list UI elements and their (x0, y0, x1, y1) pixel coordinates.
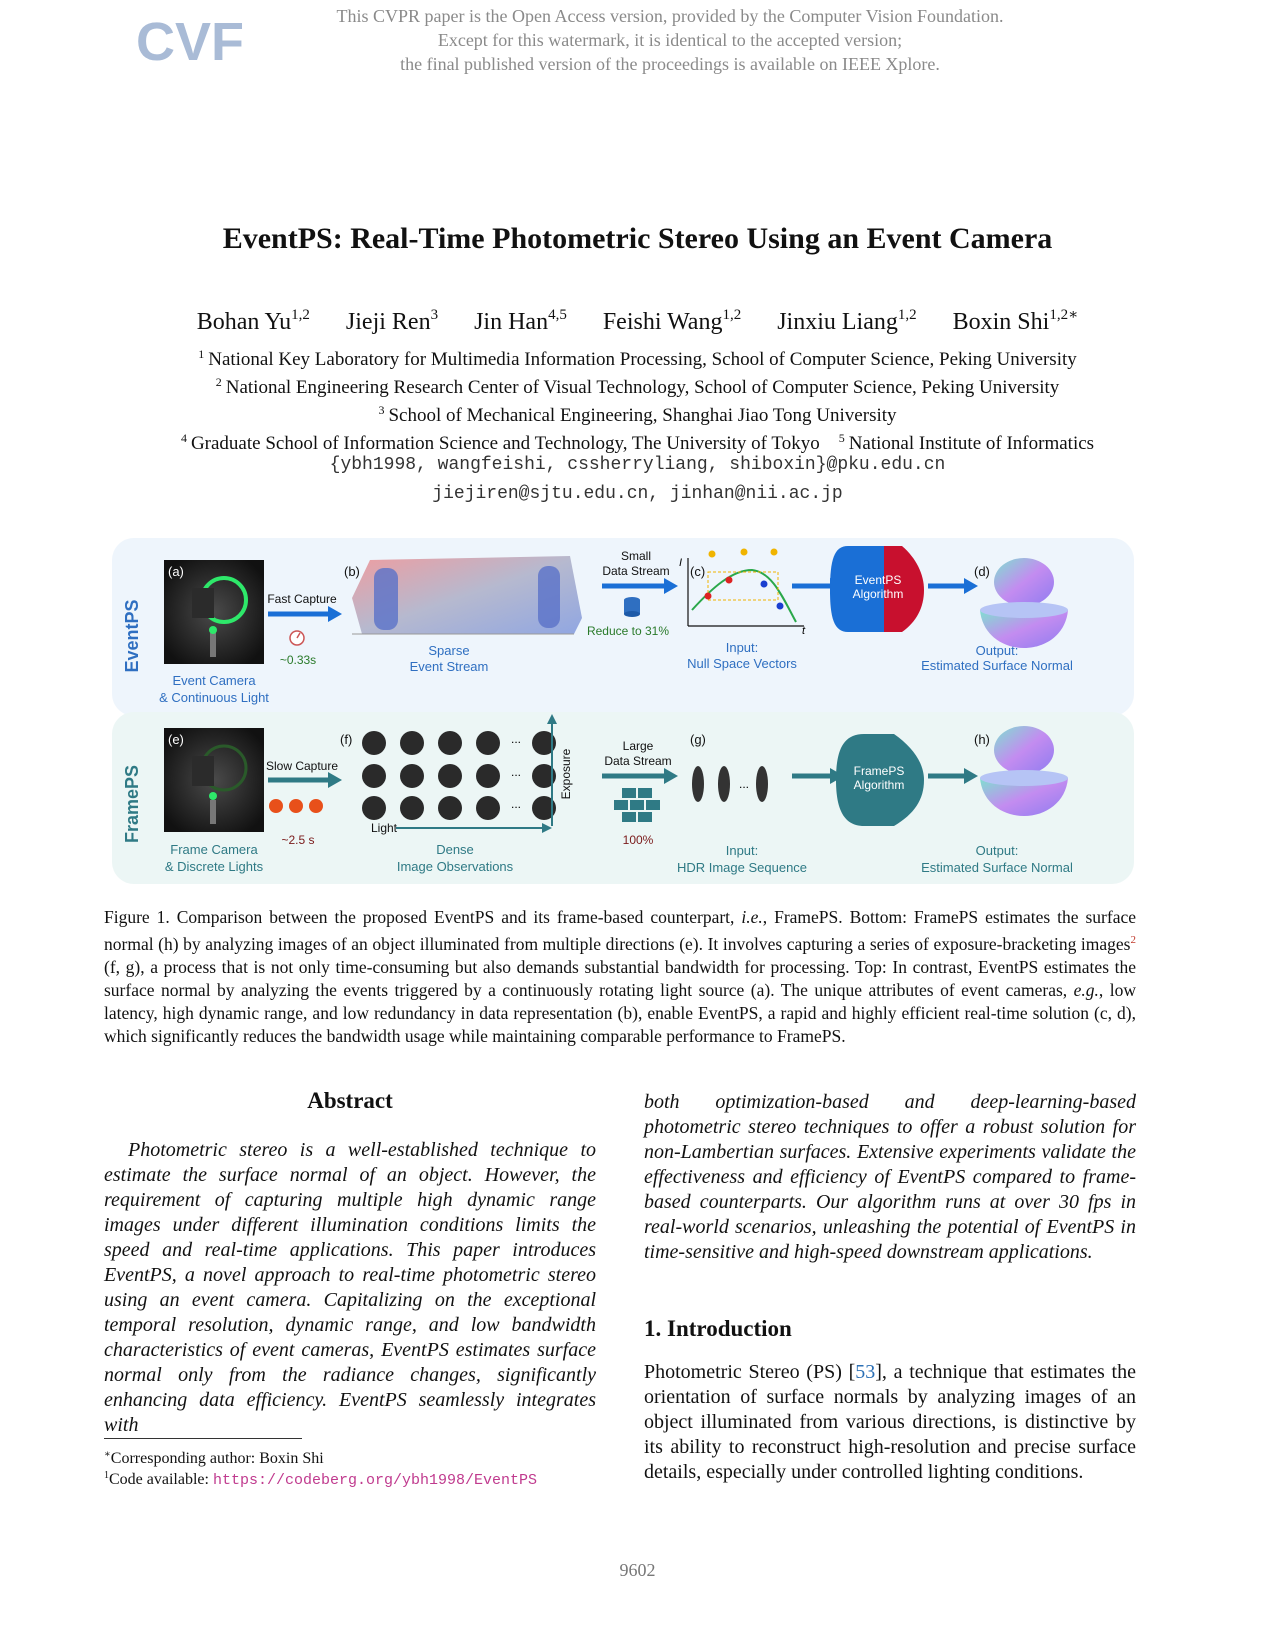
watermark-text (330, 4, 1010, 76)
author: Jin Han$^{4,5}$ (474, 307, 567, 335)
slow-capture-label: Slow Capture (265, 759, 339, 773)
caption-b-2: Event Stream (409, 659, 489, 674)
watermark-line: Except for this watermark, it is identical to the accepted version; (437, 30, 903, 50)
tag-b: (b) (344, 564, 360, 579)
frameps-algo-1: FramePS (853, 764, 905, 778)
tag-f: (f) (340, 732, 353, 747)
caption-h-2: Estimated Surface Normal (921, 860, 1073, 875)
tag-a: (a) (168, 564, 184, 579)
ellipsis: ... (510, 797, 522, 811)
abstract-left: Photometric stereo is a well-established technique to estimate the surface normal of an object. However, the requirement of capturing multiple high dynamic range images under different illumination conditions limits the speed and real-time applications. This paper introduces EventPS, a novel approach to real-time photometric stereo using an event camera. Capitalizing on the exceptional temporal resolution, dynamic range, and low bandwidth characteristics of event cameras, EventPS estimates surface normal only from the radiance changes, significantly enhancing data efficiency. EventPS seamlessly integrates with (104, 1139, 596, 1436)
frameps-row-label: FramePS (122, 764, 142, 844)
small-stream-2: Data Stream (602, 564, 670, 578)
caption-c-2: Null Space Vectors (687, 656, 797, 671)
figure-1 (112, 538, 1134, 884)
tag-d: (d) (974, 564, 990, 579)
code-url-link[interactable]: https://codeberg.org/ybh1998/EventPS (212, 1472, 538, 1489)
reduce-label: Reduce to 31% (586, 624, 670, 638)
caption-e-1: Frame Camera (170, 842, 258, 857)
tag-h: (h) (974, 732, 990, 747)
cvf-logo (136, 10, 244, 72)
watermark-line: the final published version of the proceedings is available on IEEE Xplore. (400, 54, 940, 74)
light-label: Light (370, 821, 398, 835)
frameps-algo-2: Algorithm (853, 778, 905, 792)
paper-title: EventPS: Real-Time Photometric Stereo Using an Event Camera (222, 222, 1053, 255)
intro-paragraph: Photometric Stereo (PS) [53], a technique that estimates the orientation of surface normals by analyzing images of an object illuminated from various directions, is distinctive by its ability to reconstruct high-resolution and precise surface details, especially under controlled lighting conditions. (644, 1361, 1136, 1483)
caption-a-2: & Continuous Light (159, 690, 269, 705)
large-stream-2: Data Stream (604, 754, 672, 768)
caption-b-1: Sparse (428, 643, 470, 658)
fast-capture-label: Fast Capture (267, 592, 337, 606)
full-label: 100% (622, 833, 654, 847)
caption-h-1: Output: (975, 843, 1019, 858)
axis-i: I (679, 557, 683, 569)
page-number: 9602 (619, 1560, 656, 1580)
affiliation: $^2$ National Engineering Research Center of Visual Technology, School of Computer Science, Peking University (215, 375, 1060, 398)
intro-heading: 1. Introduction (644, 1316, 792, 1341)
stopwatch-icon (269, 799, 283, 813)
footnote-code: $^1$Code available: https://codeberg.org/ybh1998/EventPS (104, 1470, 538, 1489)
affiliation: $^1$ National Key Laboratory for Multimedia Information Processing, School of Computer Science, Peking University (198, 347, 1077, 370)
caption-f-1: Dense (436, 842, 474, 857)
fast-time: ~0.33s (279, 653, 317, 667)
citation-link[interactable]: 53 (855, 1361, 876, 1383)
tag-c: (c) (690, 564, 706, 579)
caption-a-1: Event Camera (172, 673, 256, 688)
author-list (0, 305, 1275, 336)
stopwatch-icon (289, 799, 303, 813)
author: Boxin Shi$^{1,2∗}$ (952, 307, 1079, 335)
author-emails: jiejiren@sjtu.edu.cn, jinhan@nii.ac.jp (432, 484, 843, 504)
affiliation: $^4$ Graduate School of Information Science and Technology, The University of Tokyo $^5$ National Institute of Informatics (180, 431, 1095, 454)
footnote-ref[interactable]: 2 (1130, 934, 1136, 946)
large-stream-1: Large (622, 739, 654, 753)
tag-g: (g) (690, 732, 706, 747)
tag-e: (e) (168, 732, 184, 747)
slow-time: ~2.5 s (281, 833, 315, 847)
stopwatch-icon (309, 799, 323, 813)
svg-text:CVF: CVF (136, 12, 244, 72)
caption-d-2: Estimated Surface Normal (921, 658, 1073, 673)
abstract-right: both optimization-based and deep-learning-based photometric stereo techniques to offer a robust solution for non-Lambertian surfaces. Extensive experiments validate the effectiveness and efficiency of EventPS compared to frame-based counterparts. Our algorithm runs at over 30 fps in real-world scenarios, unleashing the potential of EventPS in time-sensitive and high-speed downstream applications. (644, 1091, 1136, 1263)
footnote-corresponding: ∗Corresponding author: Boxin Shi (104, 1449, 324, 1467)
eventps-algo-2: Algorithm (852, 587, 904, 601)
exposure-label: Exposure (559, 748, 573, 800)
eventps-algo-1: EventPS (854, 573, 902, 587)
caption-f-2: Image Observations (396, 859, 514, 874)
author-emails: {ybh1998, wangfeishi, cssherryliang, shiboxin}@pku.edu.cn (329, 455, 946, 475)
caption-d-1: Output: (975, 643, 1019, 658)
affiliation: $^3$ School of Mechanical Engineering, Shanghai Jiao Tong University (378, 403, 897, 426)
caption-g-1: Input: (725, 843, 759, 858)
watermark-line: This CVPR paper is the Open Access version, provided by the Computer Vision Foundation. (336, 6, 1004, 26)
small-stream-1: Small (620, 549, 652, 563)
axis-t: t (802, 625, 806, 637)
database-icon (624, 597, 640, 617)
author: Jinxiu Liang$^{1,2}$ (777, 307, 917, 335)
author: Bohan Yu$^{1,2}$ (196, 307, 310, 335)
event-stream-visual (352, 556, 582, 634)
figure-caption: Figure 1. Comparison between the proposed EventPS and its frame-based counterpart, i.e., FramePS. Bottom: FramePS estimates the surface normal (h) by analyzing images of an object illuminated from multiple directions (e). It involves capturing a series of exposure-bracketing images$^2$ (f, g), a process that is not only time-consuming but also demands substantial bandwidth for processing. Top: In contrast, EventPS estimates the surface normal by analyzing the events triggered by a continuously rotating light source (a). The unique attributes of event cameras, e.g., low latency, high dynamic range, and low redundancy in data representation (b), enable EventPS, a rapid and highly efficient real-time solution (c, d), which significantly reduces the bandwidth usage while maintaining comparable performance to FramePS. (104, 907, 1137, 1046)
footnote-rule (104, 1438, 302, 1439)
author: Jieji Ren$^3$ (345, 307, 439, 335)
caption-c-1: Input: (725, 640, 759, 655)
ellipsis: ... (510, 765, 522, 779)
caption-g-2: HDR Image Sequence (676, 860, 808, 875)
author: Feishi Wang$^{1,2}$ (602, 307, 742, 335)
ellipsis: ... (738, 777, 750, 791)
abstract-heading: Abstract (307, 1088, 393, 1113)
eventps-row-label: EventPS (122, 599, 142, 673)
caption-e-2: & Discrete Lights (164, 859, 264, 874)
ellipsis: ... (510, 732, 522, 746)
